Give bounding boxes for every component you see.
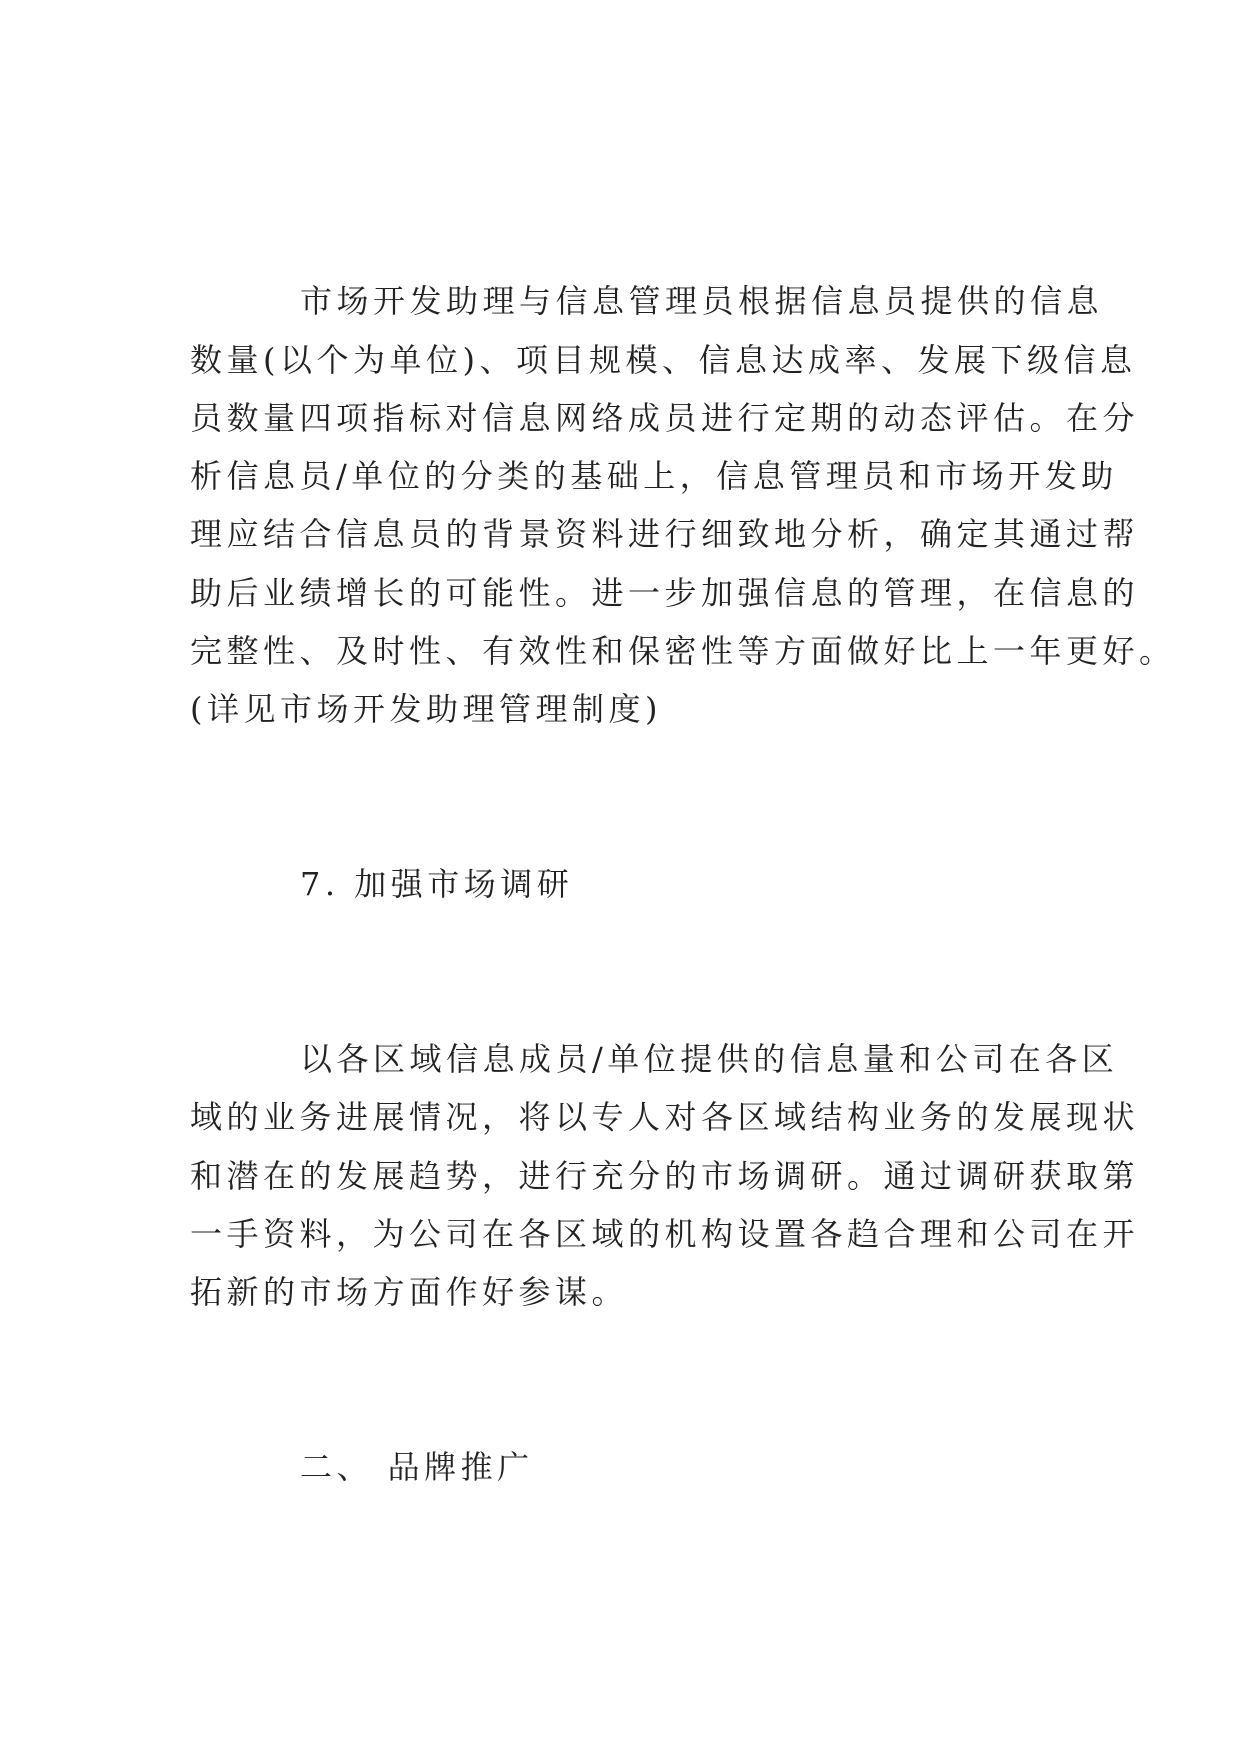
paragraph-line: 理应结合信息员的背景资料进行细致地分析，确定其通过帮 <box>190 515 1140 553</box>
paragraph-line: 和潜在的发展趋势，进行充分的市场调研。通过调研获取第 <box>190 1157 1140 1195</box>
paragraph-line: 完整性、及时性、有效性和保密性等方面做好比上一年更好。 <box>190 632 1176 670</box>
paragraph-line: 数量(以个为单位)、项目规模、信息达成率、发展下级信息 <box>190 341 1137 379</box>
paragraph-line: (详见市场开发助理管理制度) <box>190 690 662 728</box>
paragraph-line: 析信息员/单位的分类的基础上，信息管理员和市场开发助 <box>190 457 1118 495</box>
section-heading-brand-promotion: 二、 品牌推广 <box>300 1448 534 1486</box>
paragraph-line: 以各区域信息成员/单位提供的信息量和公司在各区 <box>300 1040 1119 1078</box>
paragraph-line: 域的业务进展情况，将以专人对各区域结构业务的发展现状 <box>190 1098 1140 1136</box>
paragraph-line: 助后业绩增长的可能性。进一步加强信息的管理，在信息的 <box>190 574 1140 612</box>
paragraph-line: 市场开发助理与信息管理员根据信息员提供的信息 <box>300 282 1104 320</box>
section-heading-market-research: 7. 加强市场调研 <box>300 865 574 903</box>
paragraph-line: 拓新的市场方面作好参谋。 <box>190 1273 629 1311</box>
paragraph-line: 一手资料，为公司在各区域的机构设置各趋合理和公司在开 <box>190 1215 1140 1253</box>
paragraph-line: 员数量四项指标对信息网络成员进行定期的动态评估。在分 <box>190 399 1140 437</box>
